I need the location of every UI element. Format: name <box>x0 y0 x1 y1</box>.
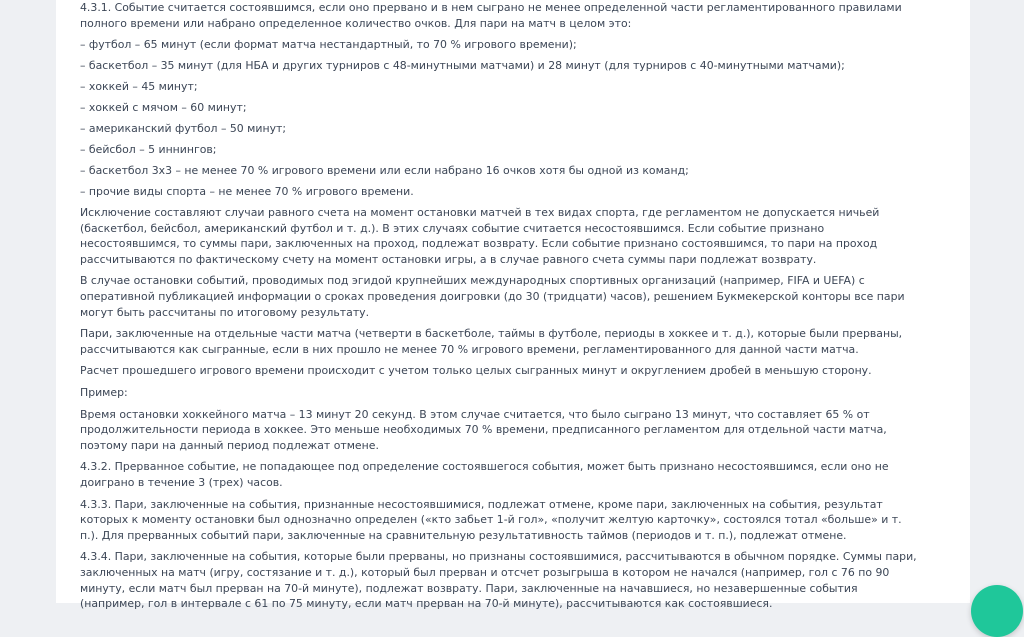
rule-list-item-basketball: – баскетбол – 35 минут (для НБА и других турниров с 48-минутными матчами) и 28 минут (для турниров с 40-минутными матчами); <box>80 59 845 73</box>
rule-example-paragraph: Время остановки хоккейного матча – 13 минут 20 секунд. В этом случае считается, что было сыграно 13 минут, что составляет 65 % от продолжительности периода в хоккее. Это меньше необходимых 70 % времени, предписанного регламентом для отдельной части матча, поэтому пари на данный период подлежат отмене. <box>80 407 887 452</box>
rule-calculation-paragraph: Расчет прошедшего игрового времени происходит с учетом только целых сыгранных минут и округлением дробей в меньшую сторону. <box>80 364 872 378</box>
rule-list-item-other-sports: – прочие виды спорта – не менее 70 % игрового времени. <box>80 185 414 199</box>
rule-international-paragraph: В случае остановки событий, проводимых под эгидой крупнейших международных спортивных организаций (например, FIFA и UEFA) с оперативной публикацией информации о сроках проведения доигровки (до 30 (тридцати) часов), решением Букмекерской конторы все пари могут быть рассчитаны по итоговому результату. <box>80 274 905 319</box>
rule-list-item-bandy: – хоккей с мячом – 60 минут; <box>80 101 247 115</box>
rule-match-parts-paragraph: Пари, заключенные на отдельные части матча (четверти в баскетболе, таймы в футболе, периоды в хоккее и т. д.), которые были прерваны, рассчитываются как сыгранные, если в них прошло не менее 70 % игрового времени, регламентированного для данной части матча. <box>80 327 903 356</box>
rule-exception-paragraph: Исключение составляют случаи равного счета на момент остановки матчей в тех видах спорта, где регламентом не допускается ничьей (баскетбол, бейсбол, американский футбол и т. д.). В этих случаях событие считается несостоявшимся. Если событие признано несостоявшимся, то суммы пари, заключенных на проход, подлежат возврату. Если событие признано состоявшимся, то пари на проход рассчитываются по фактическому счету на момент остановки игры, а в случае равного счета суммы пари подлежат возврату. <box>80 206 880 266</box>
rules-panel <box>56 0 970 611</box>
rule-list-item-hockey: – хоккей – 45 минут; <box>80 80 198 94</box>
rule-4-3-1-intro: 4.3.1. Событие считается состоявшимся, если оно прервано и в нем сыграно не менее определенной части регламентированного правилами полного времени или набрано определенное количество очков. Для пари на матч в целом это: <box>80 1 902 30</box>
rule-list-item-baseball: – бейсбол – 5 иннингов; <box>80 143 217 157</box>
rule-4-3-3: 4.3.3. Пари, заключенные на события, признанные несостоявшимися, подлежат отмене, кроме пари, заключенных на события, результат которых к моменту остановки был однозначно определен («кто забьет 1-й гол», «получит желтую карточку», состоялся тотал «больше» и т. п.). Для прерванных событий пари, заключенные на сравнительную результативность таймов (периодов и т. п.), подлежат отмене. <box>80 497 902 542</box>
rule-4-3-2: 4.3.2. Прерванное событие, не попадающее под определение состоявшегося события, может быть признано несостоявшимся, если оно не доиграно в течение 3 (трех) часов. <box>80 460 889 489</box>
rules-content <box>80 0 920 618</box>
rule-example-label: Пример: <box>80 386 128 399</box>
rule-list-item-american-football: – американский футбол – 50 минут; <box>80 122 287 136</box>
rule-4-3-4: 4.3.4. Пари, заключенные на события, которые были прерваны, но признаны состоявшимися, рассчитываются в обычном порядке. Суммы пари, заключенных на матч (игру, состязание и т. д.), который был прерван и отсчет розыгрыша в котором не начался (например, гол с 76 по 90 минуту, если матч был прерван на 70-й минуте), подлежат возврату. Пари, заключенные на начавшиеся, но незавершенные события (например, гол в интервале с 61 по 75 минуту, если матч прерван на 70-й минуте), рассчитываются как состоявшиеся. <box>80 550 917 611</box>
rule-list-item-basketball-3x3: – баскетбол 3х3 – не менее 70 % игрового времени или если набрано 16 очков хотя бы одной из команд; <box>80 164 689 178</box>
rule-list-item-football: – футбол – 65 минут (если формат матча нестандартный, то 70 % игрового времени); <box>80 38 577 52</box>
chat-icon[interactable] <box>971 585 1023 637</box>
